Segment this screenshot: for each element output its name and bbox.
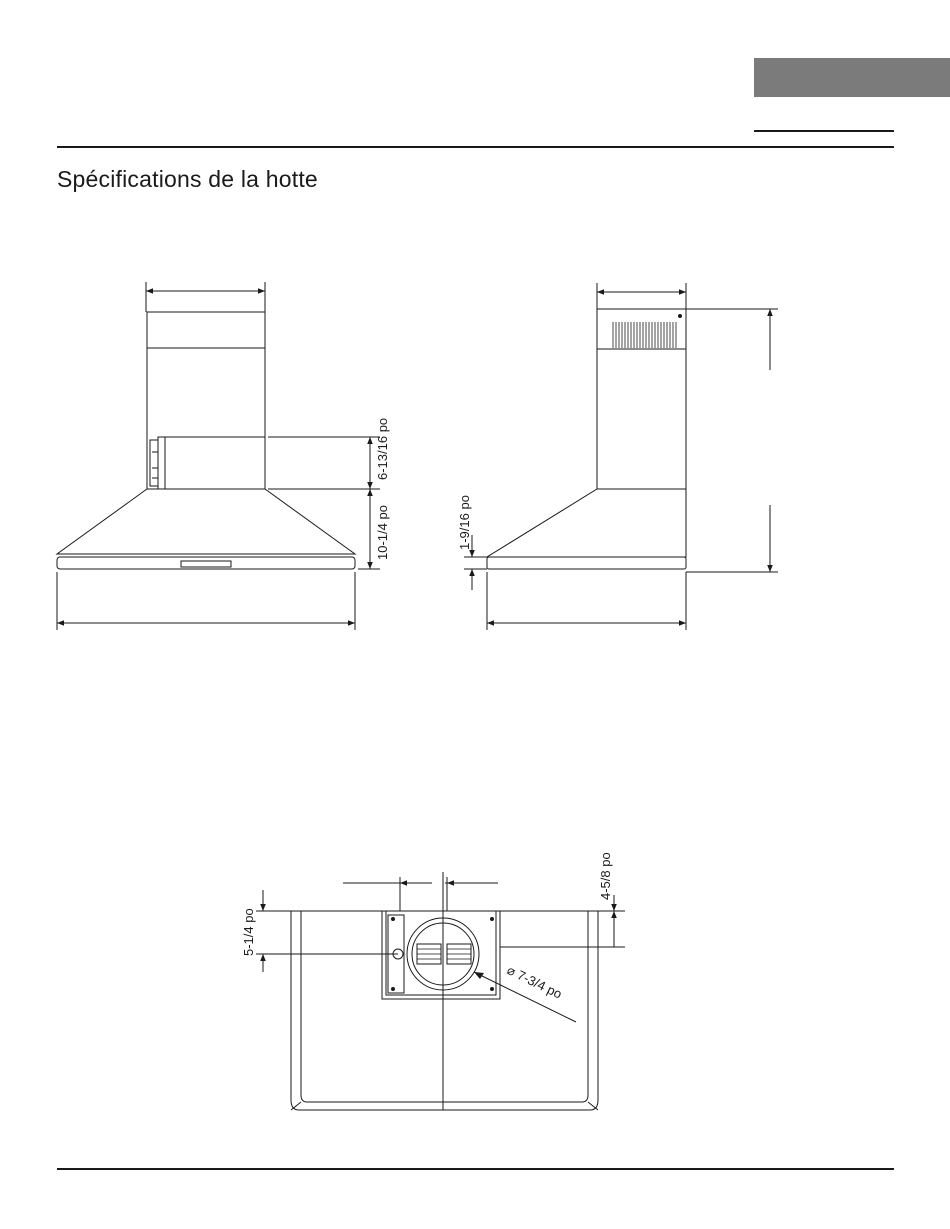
front-view <box>57 282 380 630</box>
dim-left-offset: 5-1/4 po <box>241 908 256 956</box>
dim-canopy-height: 10-1/4 po <box>375 505 390 560</box>
side-view <box>464 283 778 630</box>
dim-upper-chimney: 6-13/16 po <box>375 417 390 480</box>
dim-duct-diameter: ⌀ 7-3/4 po <box>504 962 565 1002</box>
dim-canopy-edge: 1-9/16 po <box>457 495 472 550</box>
dim-right-offset: 4-5/8 po <box>598 852 613 900</box>
bottom-view <box>256 872 625 1110</box>
footer-rule <box>57 1168 894 1170</box>
page-title: Spécifications de la hotte <box>57 166 318 192</box>
